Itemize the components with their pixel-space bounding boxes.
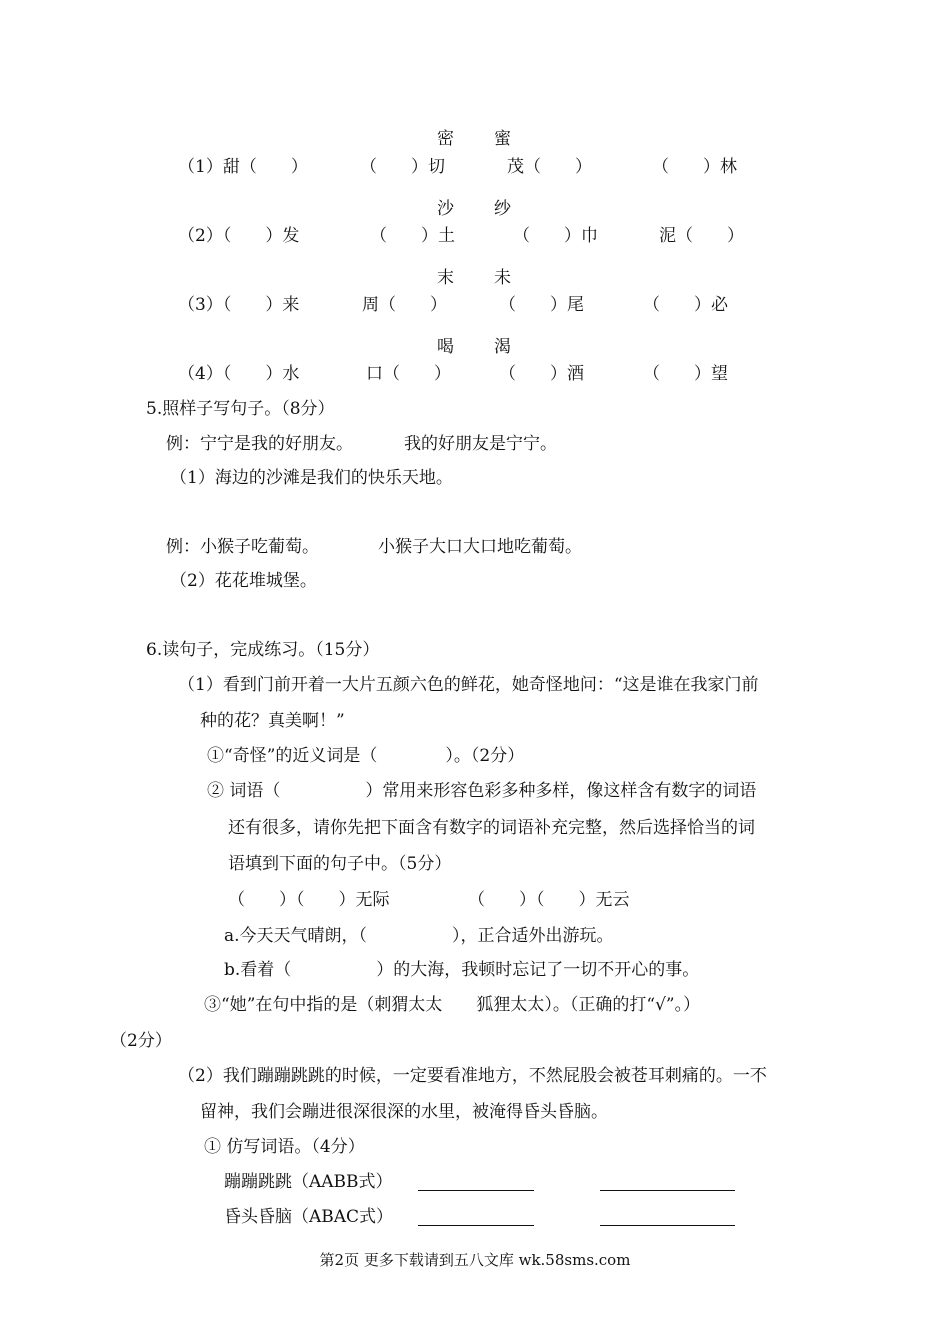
q4-pair-4-b: 渴 xyxy=(494,337,511,357)
page-footer: 第2页 更多下载请到五八文库 wk.58sms.com xyxy=(319,1251,631,1269)
answer-line-aabb-2[interactable] xyxy=(600,1190,735,1191)
q5-example1-b: 我的好朋友是宁宁。 xyxy=(404,434,557,454)
q4-item-3-3: （ ）尾 xyxy=(499,295,584,315)
q4-pair-1-a: 密 xyxy=(437,129,454,149)
q4-pair-4-a: 喝 xyxy=(437,337,454,357)
q5-example1-a: 例：宁宁是我的好朋友。 xyxy=(166,434,353,454)
q6-title: 6.读句子，完成练习。（15分） xyxy=(146,640,380,660)
q6-sentence-b: b.看着（ ）的大海，我顿时忘记了一切不开心的事。 xyxy=(224,960,700,980)
q4-item-4-1: （4）（ ）水 xyxy=(178,364,300,384)
q5-item2: （2）花花堆城堡。 xyxy=(170,571,317,591)
q4-pair-3-a: 末 xyxy=(437,268,454,288)
q4-item-2-2: （ ）土 xyxy=(370,226,455,246)
q6-imitate-1: 蹦蹦跳跳（AABB式） xyxy=(224,1172,393,1192)
q5-item1: （1）海边的沙滩是我们的快乐天地。 xyxy=(170,468,453,488)
q4-item-2-3: （ ）巾 xyxy=(513,226,598,246)
q4-pair-3-b: 未 xyxy=(494,268,511,288)
answer-line-abac-1[interactable] xyxy=(418,1225,534,1226)
answer-line-abac-2[interactable] xyxy=(600,1225,735,1226)
q4-item-1-4: （ ）林 xyxy=(652,157,737,177)
q6-sub2-line1: ② 词语（ ）常用来形容色彩多种多样，像这样含有数字的词语 xyxy=(207,781,757,801)
q4-item-2-1: （2）（ ）发 xyxy=(178,226,300,246)
q4-item-3-1: （3）（ ）来 xyxy=(178,295,300,315)
q4-item-3-2: 周（ ） xyxy=(362,295,447,315)
q4-item-1-1: （1）甜（ ） xyxy=(178,157,308,177)
q4-item-2-4: 泥（ ） xyxy=(659,226,744,246)
q6-p2-line1: （2）我们蹦蹦跳跳的时候，一定要看准地方，不然屁股会被苍耳刺痛的。一不 xyxy=(178,1066,767,1086)
q5-example2-a: 例：小猴子吃葡萄。 xyxy=(166,537,319,557)
q4-item-1-3: 茂（ ） xyxy=(507,157,592,177)
q6-fill-a: （ ）（ ）无际 xyxy=(228,890,390,910)
q6-sub3: ③“她”在句中指的是（刺猬太太 狐狸太太）。（正确的打“√”。） xyxy=(204,995,701,1015)
q6-sentence-a: a.今天天气晴朗，（ ），正合适外出游玩。 xyxy=(224,926,614,946)
q6-imitate-2: 昏头昏脑（ABAC式） xyxy=(224,1207,394,1227)
q6-sub2-line3: 语填到下面的句子中。（5分） xyxy=(228,854,452,874)
q4-item-4-3: （ ）酒 xyxy=(499,364,584,384)
q4-item-1-2: （ ）切 xyxy=(360,157,445,177)
q4-pair-2-a: 沙 xyxy=(437,199,454,219)
q6-fill-b: （ ）（ ）无云 xyxy=(468,890,630,910)
q4-item-4-2: 口（ ） xyxy=(366,364,451,384)
q5-example2-b: 小猴子大口大口地吃葡萄。 xyxy=(378,537,582,557)
q4-item-3-4: （ ）必 xyxy=(643,295,728,315)
q6-sub3-score: （2分） xyxy=(110,1031,172,1051)
q6-p1-line1: （1）看到门前开着一大片五颜六色的鲜花，她奇怪地问：“这是谁在我家门前 xyxy=(178,675,759,695)
q6-p1-line2: 种的花？真美啊！” xyxy=(200,711,345,731)
q6-imitate-title: ① 仿写词语。（4分） xyxy=(204,1137,365,1157)
q4-pair-1-b: 蜜 xyxy=(494,129,511,149)
q6-sub1: ①“奇怪”的近义词是（ ）。（2分） xyxy=(207,746,525,766)
q6-p2-line2: 留神，我们会蹦进很深很深的水里，被淹得昏头昏脑。 xyxy=(200,1102,608,1122)
q6-sub2-line2: 还有很多，请你先把下面含有数字的词语补充完整，然后选择恰当的词 xyxy=(228,818,755,838)
q4-item-4-4: （ ）望 xyxy=(643,364,728,384)
q5-title: 5.照样子写句子。（8分） xyxy=(146,399,335,419)
q4-pair-2-b: 纱 xyxy=(494,199,511,219)
answer-line-aabb-1[interactable] xyxy=(418,1190,534,1191)
